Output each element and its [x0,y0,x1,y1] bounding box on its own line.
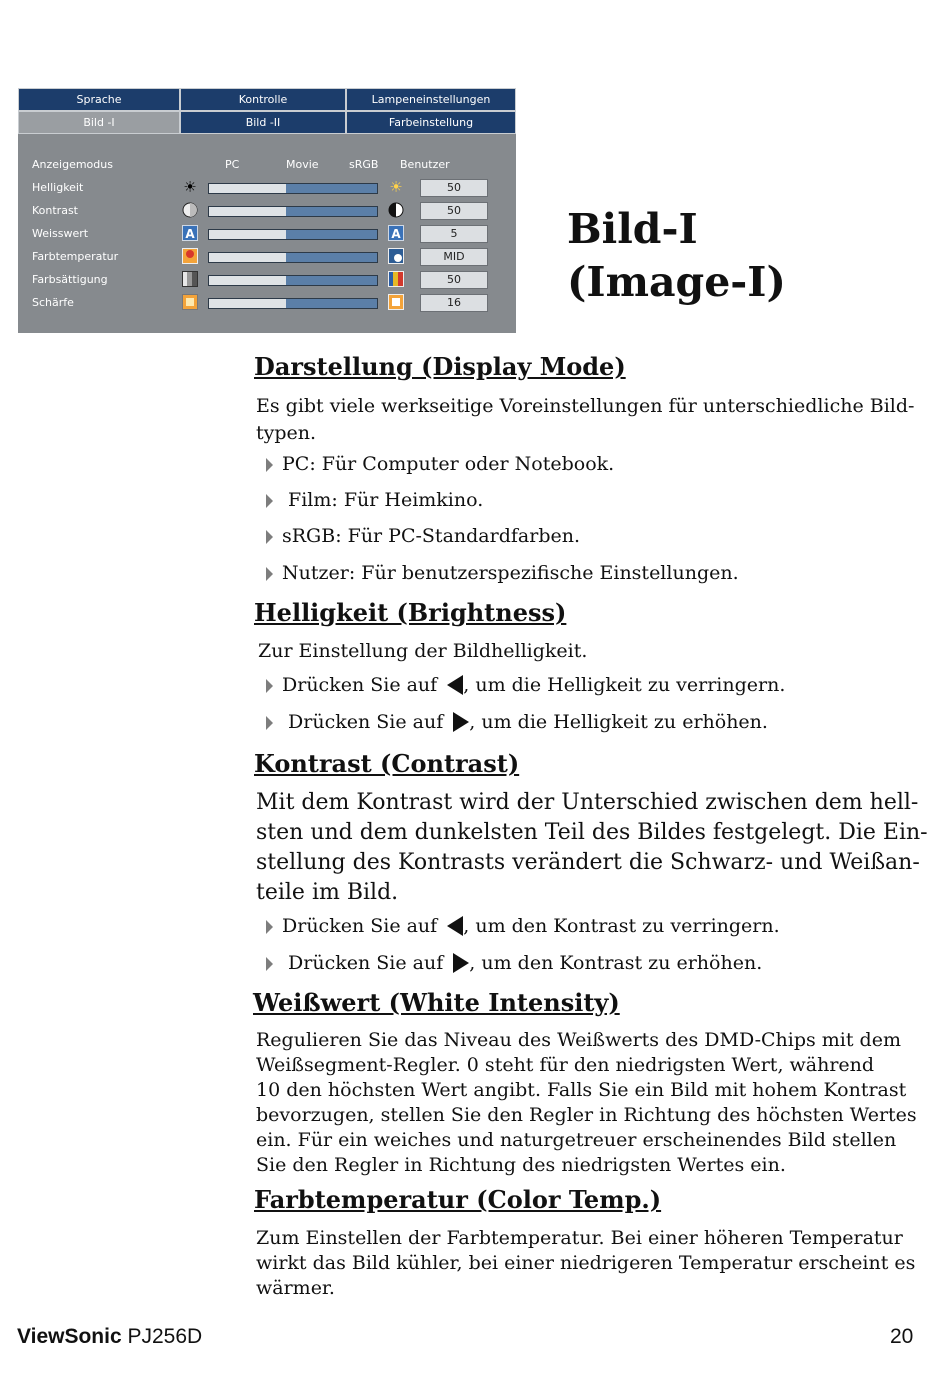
osd-value: 5 [420,225,488,243]
text-line: Regulieren Sie das Niveau des Weißwerts des DMD-Chips mit dem [256,1029,901,1051]
model-name: PJ256D [127,1325,203,1348]
osd-value: 50 [420,179,488,197]
osd-tab-lampeneinstellungen: Lampeneinstellungen [347,89,515,110]
text-line: teile im Bild. [256,880,399,905]
osd-row-farbtemperatur [18,247,516,267]
osd-mode-movie: Movie [286,158,319,171]
bullet-contrast-decrease: Drücken Sie auf , um den Kontrast zu verringern. [266,915,780,937]
page-title-line2: (Image-I) [567,258,786,306]
contrast-paragraph [256,788,928,908]
page-title [567,203,786,309]
osd-tab-bild-ii: Bild -II [181,112,345,133]
osd-mode-pc: PC [225,158,240,171]
osd-mode-benutzer: Benutzer [400,158,450,171]
sharpness-icon [388,294,404,310]
osd-value: MID [420,248,488,266]
white-a-icon: A [182,225,198,241]
osd-slider [208,229,378,240]
colortemp-paragraph [256,1226,915,1301]
osd-row-weisswert [18,224,516,244]
left-arrow-icon [447,916,463,936]
saturation-icon [388,271,404,287]
osd-mode-srgb: sRGB [349,158,379,171]
osd-tab-farbeinstellung: Farbeinstellung [347,112,515,133]
text-line: wirkt das Bild kühler, bei einer niedrigeren Temperatur erscheint es [256,1252,916,1274]
osd-tab-kontrolle: Kontrolle [181,89,345,110]
right-arrow-icon [453,712,469,732]
osd-row-label: Farbtemperatur [32,250,119,263]
osd-tab-bild-i: Bild -I [19,112,179,133]
text-line: Sie den Regler in Richtung des niedrigsten Wertes ein. [256,1154,786,1176]
brightness-intro: Zur Einstellung der Bildhelligkeit. [258,640,588,662]
osd-slider [208,206,378,217]
osd-slider [208,275,378,286]
text-line: Es gibt viele werkseitige Voreinstellungen für unterschiedliche Bild- [256,395,915,417]
osd-row-label: Schärfe [32,296,74,309]
right-arrow-icon [453,953,469,973]
osd-row-kontrast [18,201,516,221]
heading-brightness: Helligkeit (Brightness) [254,598,567,627]
text-line: stellung des Kontrasts verändert die Schwarz- und Weißan- [256,850,920,875]
bullet-arrow-icon [266,567,273,581]
bullet-contrast-increase: Drücken Sie auf , um den Kontrast zu erhöhen. [266,952,762,974]
text-line: sten und dem dunkelsten Teil des Bildes festgelegt. Die Ein- [256,820,928,845]
white-paragraph [256,1028,917,1178]
osd-row-helligkeit [18,178,516,198]
osd-slider [208,252,378,263]
contrast-icon [182,202,198,218]
osd-value: 16 [420,294,488,312]
white-a-icon: A [388,225,404,241]
color-temp-icon [182,248,198,264]
osd-slider [208,298,378,309]
osd-value: 50 [420,271,488,289]
bullet-arrow-icon [266,716,273,730]
text-line: Mit dem Kontrast wird der Unterschied zwischen dem hell- [256,790,919,815]
text-line: Weißsegment-Regler. 0 steht für den niedrigsten Wert, während [256,1054,875,1076]
heading-color-temp: Farbtemperatur (Color Temp.) [254,1185,662,1214]
page-number: 20 [890,1325,914,1348]
osd-row-schaerfe [18,293,516,313]
color-temp-icon [388,248,404,264]
bullet-arrow-icon [266,920,273,934]
osd-row-label: Kontrast [32,204,78,217]
heading-white-intensity: Weißwert (White Intensity) [253,988,620,1017]
bullet-brightness-decrease: Drücken Sie auf , um die Helligkeit zu verringern. [266,674,785,696]
text-line: bevorzugen, stellen Sie den Regler in Richtung des höchsten Wertes [256,1104,917,1126]
osd-row-label: Farbsättigung [32,273,108,286]
osd-row-label: Helligkeit [32,181,84,194]
heading-display-mode: Darstellung (Display Mode) [254,352,626,381]
bullet-brightness-increase: Drücken Sie auf , um die Helligkeit zu erhöhen. [266,711,768,733]
osd-tab-sprache: Sprache [19,89,179,110]
osd-slider [208,183,378,194]
text-line: 10 den höchsten Wert angibt. Falls Sie ein Bild mit hohem Kontrast [256,1079,907,1101]
text-line: ein. Für ein weiches und naturgetreuer erscheinendes Bild stellen [256,1129,897,1151]
bullet-arrow-icon [266,679,273,693]
osd-value: 50 [420,202,488,220]
bullet-arrow-icon [266,458,273,472]
page-title-line1: Bild-I [567,205,698,253]
bullet-nutzer: Nutzer: Für benutzerspezifische Einstellungen. [266,562,739,584]
saturation-icon [182,271,198,287]
left-arrow-icon [447,675,463,695]
text-line: wärmer. [256,1277,335,1299]
text-line: Zum Einstellen der Farbtemperatur. Bei einer höheren Temperatur [256,1227,903,1249]
osd-row-label: Weisswert [32,227,89,240]
osd-menu-screenshot [18,88,516,333]
sun-icon: ☀ [183,178,197,196]
osd-row-farbsaettigung [18,270,516,290]
text-line: typen. [256,422,317,444]
heading-contrast: Kontrast (Contrast) [254,749,520,778]
display-mode-intro [256,393,914,447]
osd-mode-label: Anzeigemodus [32,158,113,171]
bullet-arrow-icon [266,957,273,971]
bullet-pc: PC: Für Computer oder Notebook. [266,453,614,475]
sun-icon: ☀ [389,178,403,196]
bullet-film: Film: Für Heimkino. [266,489,483,511]
sharpness-icon [182,294,198,310]
osd-tab-bar [18,88,516,134]
footer-brand [17,1325,202,1349]
contrast-icon [388,202,404,218]
bullet-arrow-icon [266,530,273,544]
bullet-arrow-icon [266,494,273,508]
brand-name: ViewSonic [17,1325,122,1348]
bullet-srgb: sRGB: Für PC-Standardfarben. [266,525,580,547]
